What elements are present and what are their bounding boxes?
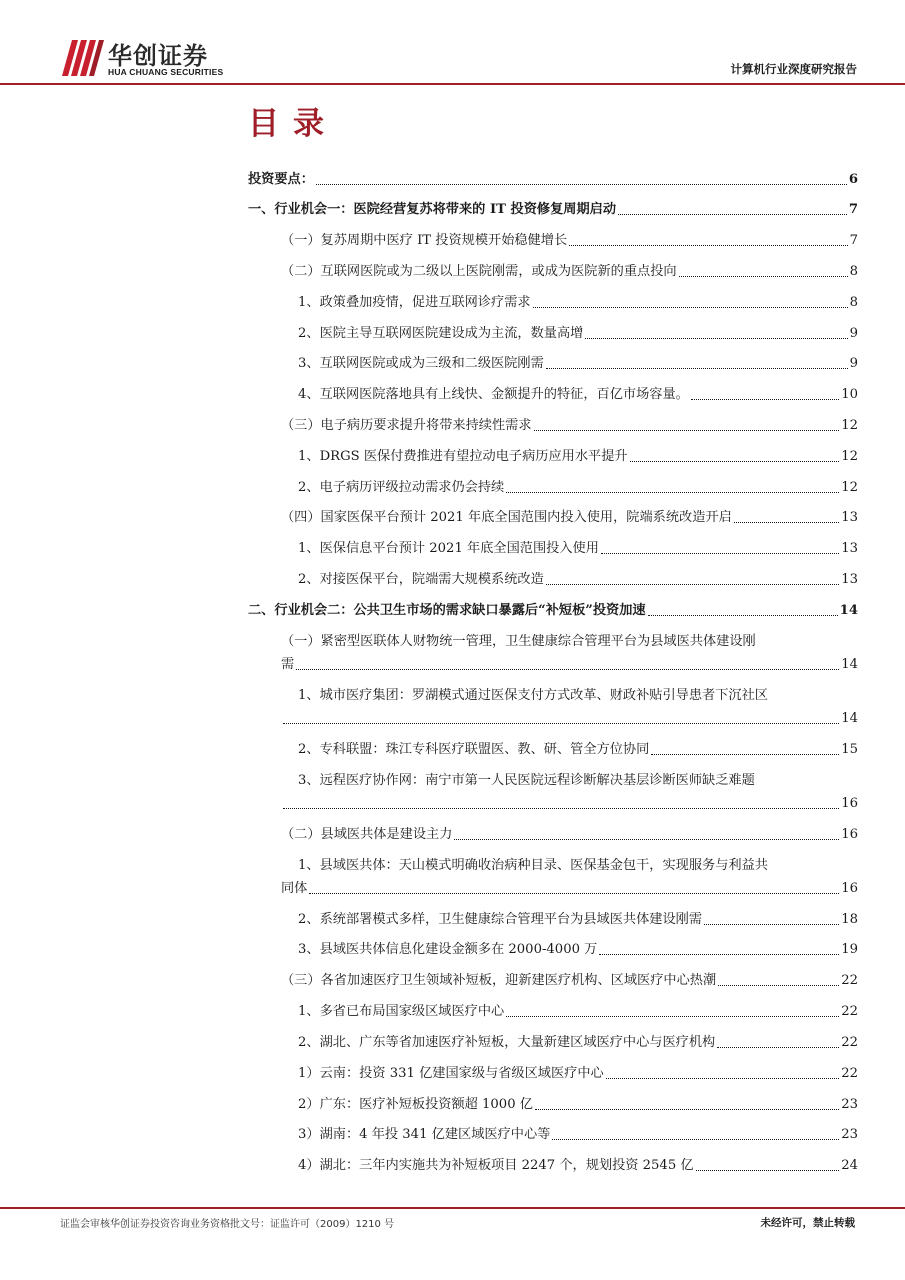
toc-entry-page: 22 <box>841 973 858 988</box>
toc-entry-page: 22 <box>841 1004 858 1019</box>
toc-leader <box>454 836 839 840</box>
toc-entry[interactable] <box>298 480 858 496</box>
toc-entry[interactable] <box>298 295 858 311</box>
toc-entry-text: 2、专科联盟：珠江专科医疗联盟医、教、研、管全方位协同 <box>298 742 650 757</box>
report-type-label: 计算机行业深度研究报告 <box>730 62 857 76</box>
toc-entry-page: 23 <box>841 1097 858 1112</box>
toc-entry[interactable] <box>281 233 858 249</box>
toc-entry-page: 8 <box>849 264 858 279</box>
toc-entry-text: （二）互联网医院或为二级以上医院刚需，或成为医院新的重点投向 <box>281 264 677 279</box>
toc-entry-text: （三）各省加速医疗卫生领域补短板，迎新建医疗机构、区域医疗中心热潮 <box>281 973 717 988</box>
toc-entry-page: 13 <box>841 510 858 525</box>
toc-entry[interactable] <box>281 418 858 434</box>
toc-entry-page: 19 <box>841 942 858 957</box>
toc-entry[interactable] <box>298 356 858 372</box>
toc-entry-text: 2）广东：医疗补短板投资额超 1000 亿 <box>298 1097 533 1112</box>
header-divider <box>0 83 905 85</box>
toc-leader <box>718 982 839 986</box>
toc-entry[interactable] <box>248 603 858 619</box>
toc-entry[interactable] <box>281 264 858 280</box>
toc-leader <box>309 890 839 894</box>
toc-entry-page: 16 <box>841 881 858 896</box>
toc-entry-page: 18 <box>841 912 858 927</box>
toc-entry[interactable] <box>298 942 858 958</box>
toc-leader <box>506 489 839 493</box>
toc-entry[interactable] <box>298 541 858 557</box>
toc-entry-text: 1）云南：投资 331 亿建国家级与省级区域医疗中心 <box>298 1066 604 1081</box>
toc-entry[interactable] <box>298 912 858 928</box>
toc-entry[interactable] <box>281 973 858 989</box>
toc-entry[interactable] <box>298 326 858 342</box>
toc-leader <box>601 550 839 554</box>
toc-entry[interactable] <box>298 572 858 588</box>
toc-leader <box>630 458 840 462</box>
toc-entry[interactable] <box>248 172 858 188</box>
toc-entry[interactable] <box>298 449 858 465</box>
toc-leader <box>696 1167 840 1171</box>
footer-divider <box>0 1207 905 1209</box>
toc-entry-page: 7 <box>849 233 858 248</box>
toc-entry[interactable] <box>298 1158 858 1174</box>
toc-entry-page: 13 <box>841 572 858 587</box>
toc-entry[interactable] <box>298 1097 858 1113</box>
toc-entry-page: 22 <box>841 1035 858 1050</box>
toc-leader <box>606 1075 840 1079</box>
toc-entry-page: 8 <box>849 295 858 310</box>
toc-entry-text: 2、系统部署模式多样，卫生健康综合管理平台为县域医共体建设刚需 <box>298 912 703 927</box>
logo-mark-icon <box>58 36 104 78</box>
toc-entry[interactable] <box>281 711 858 727</box>
toc-entry[interactable] <box>298 387 858 403</box>
toc-leader <box>679 273 848 277</box>
toc-entry-text: 2、电子病历评级拉动需求仍会持续 <box>298 480 505 495</box>
toc-entry-page: 12 <box>841 449 858 464</box>
footer-license: 证监会审核华创证券投资咨询业务资格批文号：证监许可（2009）1210 号 <box>60 1219 395 1230</box>
toc-entry-text: 4）湖北：三年内实施共为补短板项目 2247 个，规划投资 2545 亿 <box>298 1158 694 1173</box>
toc-leader <box>552 1136 839 1140</box>
toc-entry-line1[interactable]: 3、远程医疗协作网：南宁市第一人民医院远程诊断解决基层诊断医师缺乏难题 <box>298 773 755 788</box>
toc-leader <box>316 181 847 185</box>
toc-entry-line1[interactable]: 1、县域医共体：天山模式明确收治病种目录、医保基金包干，实现服务与利益共 <box>298 858 768 873</box>
company-logo <box>58 36 230 80</box>
toc-entry-line1[interactable]: 1、城市医疗集团：罗湖模式通过医保支付方式改革、财政补贴引导患者下沉社区 <box>298 688 768 703</box>
toc-entry-page: 9 <box>849 356 858 371</box>
toc-entry-page: 16 <box>841 827 858 842</box>
toc-entry[interactable] <box>281 796 858 812</box>
toc-entry-text: 3）湖南：4 年投 341 亿建区域医疗中心等 <box>298 1127 551 1142</box>
toc-entry-text: 2、对接医保平台，院端需大规模系统改造 <box>298 572 544 587</box>
toc-leader <box>296 666 839 670</box>
toc-leader <box>569 242 847 246</box>
toc-entry-page: 14 <box>839 603 858 618</box>
toc-leader <box>691 396 839 400</box>
toc-entry[interactable] <box>298 1127 858 1143</box>
toc-entry-text: （四）国家医保平台预计 2021 年底全国范围内投入使用，院端系统改造开启 <box>281 510 732 525</box>
toc-entry-page: 7 <box>848 202 858 217</box>
toc-entry-page: 22 <box>841 1066 858 1081</box>
toc-leader <box>533 304 848 308</box>
toc-entry[interactable] <box>298 1004 858 1020</box>
toc-leader <box>717 1044 839 1048</box>
toc-entry-text: 一、行业机会一：医院经营复苏将带来的 IT 投资修复周期启动 <box>248 202 617 217</box>
toc-entry-text: 同体 <box>281 881 308 896</box>
toc-leader <box>283 720 839 724</box>
toc-entry-text: 二、行业机会二：公共卫生市场的需求缺口暴露后“补短板”投资加速 <box>248 603 646 618</box>
toc-entry[interactable] <box>281 881 858 897</box>
toc-leader <box>534 427 840 431</box>
toc-leader <box>506 1013 839 1017</box>
toc-leader <box>535 1106 839 1110</box>
toc-leader <box>651 751 839 755</box>
footer-notice: 未经许可，禁止转载 <box>760 1217 855 1229</box>
toc-entry[interactable] <box>248 202 858 218</box>
toc-entry-text: 3、县域医共体信息化建设金额多在 2000-4000 万 <box>298 942 598 957</box>
toc-entry-text: 1、医保信息平台预计 2021 年底全国范围投入使用 <box>298 541 599 556</box>
toc-entry-page: 14 <box>841 657 858 672</box>
toc-leader <box>648 612 838 616</box>
logo-english-name: HUA CHUANG SECURITIES <box>108 67 224 77</box>
toc-entry-page: 12 <box>841 418 858 433</box>
toc-entry-page: 14 <box>841 711 858 726</box>
toc-leader <box>618 211 847 215</box>
toc-entry-text: 需 <box>281 657 295 672</box>
toc-entry-page: 9 <box>849 326 858 341</box>
toc-entry-text: （一）复苏周期中医疗 IT 投资规模开始稳健增长 <box>281 233 568 248</box>
toc-entry-text: 3、互联网医院或成为三级和二级医院刚需 <box>298 356 544 371</box>
toc-leader <box>283 805 839 809</box>
toc-entry-page: 12 <box>841 480 858 495</box>
toc-leader <box>734 519 839 523</box>
toc-entry-page: 15 <box>841 742 858 757</box>
toc-entry[interactable] <box>298 1066 858 1082</box>
page-header <box>0 0 905 88</box>
toc-entry[interactable] <box>298 1035 858 1051</box>
toc-leader <box>546 365 848 369</box>
toc-title: 目录 <box>248 106 338 142</box>
toc-entry-text: （二）县域医共体是建设主力 <box>281 827 453 842</box>
toc-entry-text: 1、多省已布局国家级区域医疗中心 <box>298 1004 505 1019</box>
toc-leader <box>704 921 839 925</box>
toc-entry-text: 2、医院主导互联网医院建设成为主流，数量高增 <box>298 326 584 341</box>
toc-entry-line1[interactable]: （一）紧密型医联体人财物统一管理，卫生健康综合管理平台为县域医共体建设刚 <box>281 634 756 649</box>
toc-entry-page: 6 <box>848 172 858 187</box>
toc-entry-text: 1、DRGS 医保付费推进有望拉动电子病历应用水平提升 <box>298 449 628 464</box>
toc-leader <box>599 951 839 955</box>
toc-entry-page: 24 <box>841 1158 858 1173</box>
toc-entry[interactable] <box>281 510 858 526</box>
toc-entry[interactable] <box>281 827 858 843</box>
toc-entry-text: （三）电子病历要求提升将带来持续性需求 <box>281 418 532 433</box>
toc-entry-text: 2、湖北、广东等省加速医疗补短板，大量新建区域医疗中心与医疗机构 <box>298 1035 716 1050</box>
toc-entry-page: 23 <box>841 1127 858 1142</box>
toc-entry-text: 1、政策叠加疫情，促进互联网诊疗需求 <box>298 295 531 310</box>
toc-entry-text: 4、互联网医院落地具有上线快、金额提升的特征，百亿市场容量。 <box>298 387 689 402</box>
logo-chinese-name: 华创证券 <box>108 42 208 70</box>
toc-entry-page: 16 <box>841 796 858 811</box>
toc-entry-page: 10 <box>841 387 858 402</box>
toc-entry-page: 13 <box>841 541 858 556</box>
toc-leader <box>585 335 847 339</box>
toc-entry[interactable] <box>298 742 858 758</box>
toc-leader <box>546 581 839 585</box>
toc-entry[interactable] <box>281 657 858 673</box>
toc-entry-text: 投资要点： <box>248 172 314 187</box>
